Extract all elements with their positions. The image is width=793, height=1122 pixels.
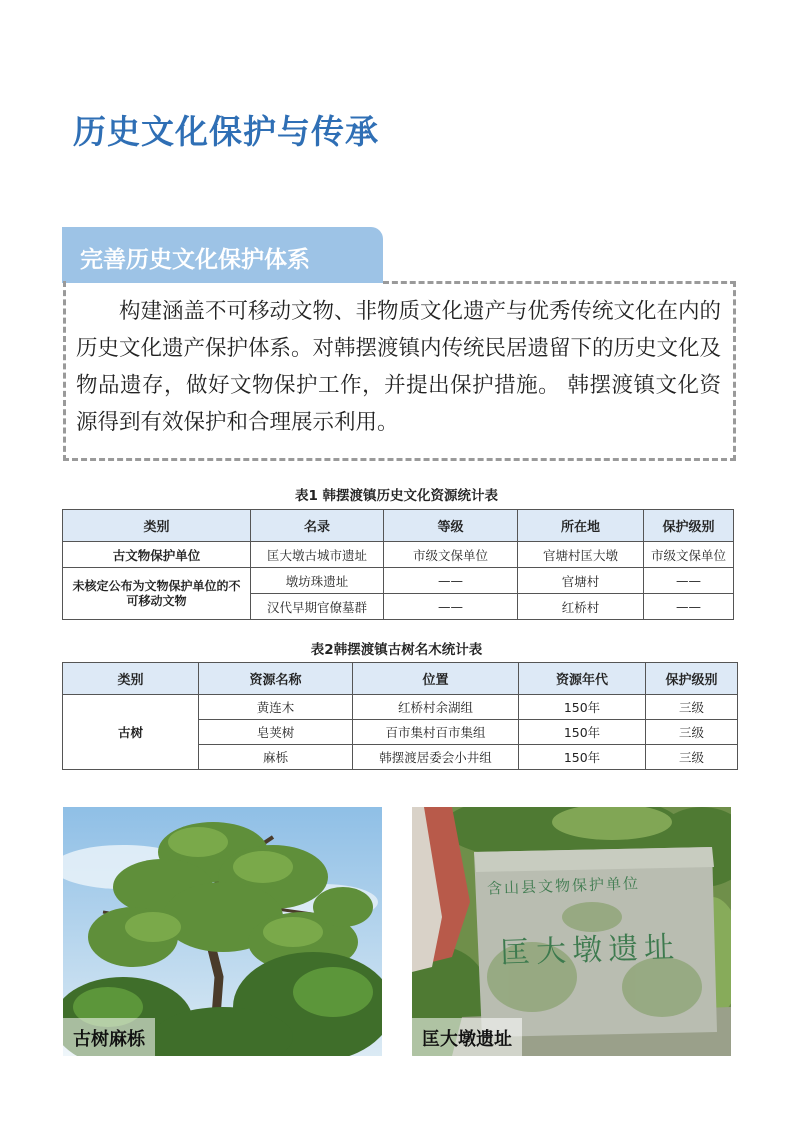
location-cell: 韩摆渡居委会小井组 xyxy=(353,745,519,770)
photo-caption-stone: 匡大墩遗址 xyxy=(412,1018,522,1056)
grade-cell: 市级文保单位 xyxy=(384,542,518,568)
grade-cell: —— xyxy=(384,568,518,594)
name-cell: 墩坊珠遗址 xyxy=(251,568,384,594)
photo-heritage-stone xyxy=(412,807,731,1056)
intro-paragraph: 构建涵盖不可移动文物、非物质文化遗产与优秀传统文化在内的历史文化遗产保护体系。对韩摆渡镇内传统民居遗留下的历史文化及物品遗存，做好文物保护工作，并提出保护措施。 韩摆渡镇文化资源得到有效保护和合理展示利用。 xyxy=(76,299,722,435)
level-cell: 三级 xyxy=(646,745,738,770)
table-row xyxy=(63,695,738,720)
column-header: 位置 xyxy=(353,663,519,695)
age-cell: 150年 xyxy=(519,720,646,745)
level-cell: 三级 xyxy=(646,695,738,720)
column-header: 保护级别 xyxy=(646,663,738,695)
table-header-row xyxy=(63,663,738,695)
name-cell: 匡大墩古城市遗址 xyxy=(251,542,384,568)
ancient-tree-table xyxy=(62,662,738,770)
column-header: 名录 xyxy=(251,510,384,542)
level-cell: —— xyxy=(644,568,734,594)
age-cell: 150年 xyxy=(519,745,646,770)
photo-ancient-tree xyxy=(63,807,382,1056)
name-cell: 汉代早期官僚墓群 xyxy=(251,594,384,620)
stone-name-text: 匡大墩遗址 xyxy=(499,929,681,972)
name-cell: 麻栎 xyxy=(199,745,353,770)
name-cell: 皂荚树 xyxy=(199,720,353,745)
column-header: 类别 xyxy=(63,510,251,542)
table1-caption: 表1 韩摆渡镇历史文化资源统计表 xyxy=(294,488,499,504)
name-cell: 黄连木 xyxy=(199,695,353,720)
level-cell: 市级文保单位 xyxy=(644,542,734,568)
page-title: 历史文化保护与传承 xyxy=(73,112,379,151)
column-header: 类别 xyxy=(63,663,199,695)
table-row xyxy=(63,568,734,594)
category-cell: 古树 xyxy=(63,695,199,770)
location-cell: 官塘村匡大墩 xyxy=(518,542,644,568)
column-header: 保护级别 xyxy=(644,510,734,542)
location-cell: 红桥村 xyxy=(518,594,644,620)
column-header: 所在地 xyxy=(518,510,644,542)
table-header-row xyxy=(63,510,734,542)
level-cell: —— xyxy=(644,594,734,620)
category-cell: 古文物保护单位 xyxy=(63,542,251,568)
table2-caption: 表2韩摆渡镇古树名木统计表 xyxy=(310,642,483,658)
column-header: 等级 xyxy=(384,510,518,542)
category-cell: 未核定公布为文物保护单位的不可移动文物 xyxy=(63,568,251,620)
grade-cell: —— xyxy=(384,594,518,620)
heritage-resource-table xyxy=(62,509,734,620)
location-cell: 官塘村 xyxy=(518,568,644,594)
column-header: 资源年代 xyxy=(519,663,646,695)
table-row xyxy=(63,542,734,568)
age-cell: 150年 xyxy=(519,695,646,720)
level-cell: 三级 xyxy=(646,720,738,745)
location-cell: 百市集村百市集组 xyxy=(353,720,519,745)
stone-title-text: 含山县文物保护单位 xyxy=(486,874,641,898)
photo-caption-tree: 古树麻栎 xyxy=(63,1018,155,1056)
section-header: 完善历史文化保护体系 xyxy=(62,227,383,283)
column-header: 资源名称 xyxy=(199,663,353,695)
location-cell: 红桥村余湖组 xyxy=(353,695,519,720)
